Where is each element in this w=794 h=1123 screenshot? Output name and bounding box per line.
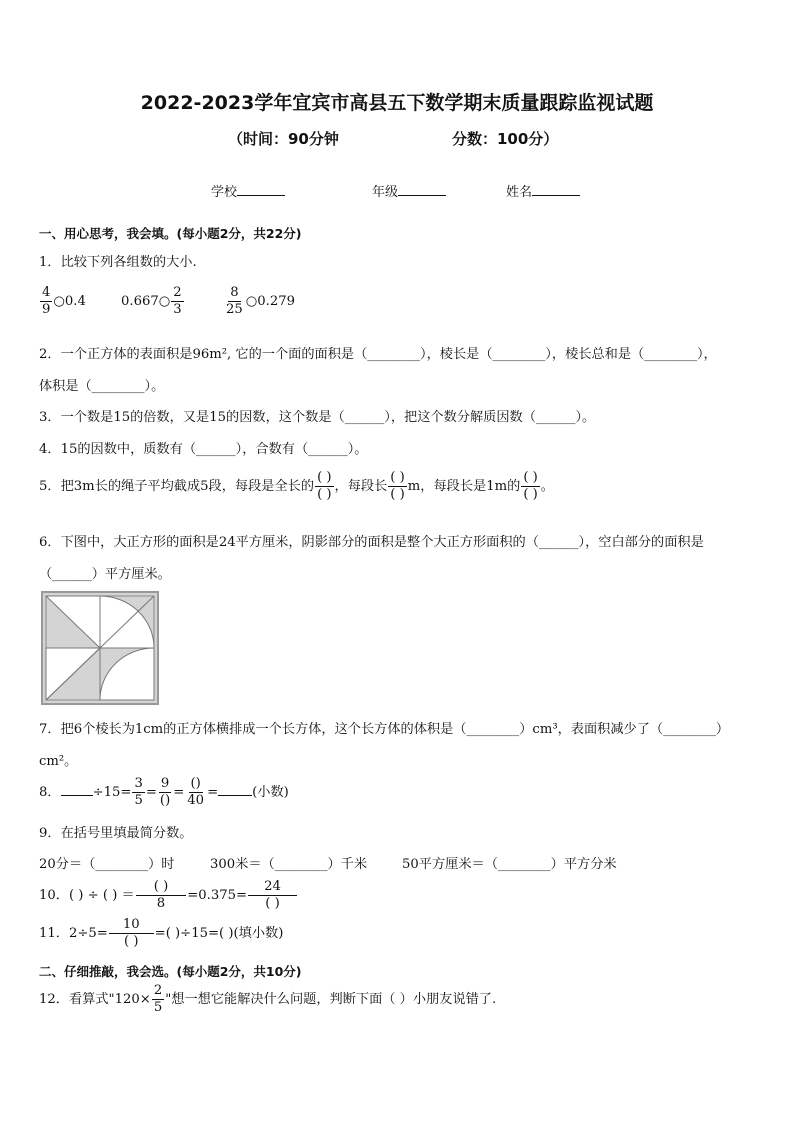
school-label: 学校 bbox=[211, 185, 238, 200]
question-1-c bbox=[223, 286, 295, 317]
grade-label: 年级 bbox=[372, 185, 399, 200]
question-8 bbox=[39, 777, 289, 808]
question-7-line-1: 7．把6个棱长为1cm的正方体横排成一个长方体，这个长方体的体积是（________）cm³，表面积减少了（________） bbox=[39, 722, 730, 737]
q11-text-2: =( )÷15=( )(填小数) bbox=[154, 925, 284, 941]
blank[interactable] bbox=[218, 795, 252, 796]
page-title: 2022-2023学年宜宾市高县五下数学期末质量跟踪监视试题 bbox=[140, 92, 654, 114]
square-figure bbox=[40, 590, 160, 706]
question-12 bbox=[39, 984, 496, 1015]
numerator: 9 bbox=[160, 776, 170, 791]
school-blank[interactable] bbox=[237, 195, 285, 196]
q8-number: 8． bbox=[39, 784, 61, 800]
denominator-blank[interactable]: ( ) bbox=[523, 486, 538, 502]
question-7-line-2: cm²。 bbox=[39, 754, 78, 769]
equals-sign: = bbox=[145, 784, 157, 800]
denominator-blank[interactable]: ( ) bbox=[265, 895, 280, 911]
question-1-b bbox=[121, 286, 185, 317]
fraction bbox=[185, 777, 206, 808]
q5-text-3: m，每段长是1m的 bbox=[407, 478, 521, 494]
denominator: 8 bbox=[156, 895, 166, 911]
exam-time: （时间：90分钟 bbox=[228, 130, 339, 148]
numerator: 3 bbox=[134, 776, 143, 791]
denominator: 9 bbox=[42, 301, 51, 317]
fraction bbox=[521, 471, 539, 502]
compare-text: 0.667○ bbox=[121, 293, 171, 309]
compare-text: ○0.4 bbox=[53, 293, 86, 309]
q10-equation: =0.375= bbox=[187, 887, 248, 903]
grade-field bbox=[372, 181, 446, 200]
numerator-blank[interactable]: ( ) bbox=[390, 470, 405, 485]
question-11 bbox=[39, 918, 283, 949]
question-10 bbox=[39, 880, 298, 911]
q10-text: 10．( ) ÷ ( ) ＝ bbox=[39, 887, 135, 903]
denominator-blank[interactable]: ( ) bbox=[317, 486, 332, 502]
question-1-a bbox=[39, 286, 86, 317]
grade-blank[interactable] bbox=[398, 195, 446, 196]
question-6-line-1: 6．下图中，大正方形的面积是24平方厘米，阴影部分的面积是整个大正方形面积的（______），空白部分的面积是 bbox=[39, 535, 704, 550]
q5-text-4: 。 bbox=[540, 478, 554, 494]
denominator: 5 bbox=[134, 792, 143, 808]
equals-sign: = bbox=[173, 784, 185, 800]
question-6-line-2: （______）平方厘米。 bbox=[39, 567, 171, 582]
question-4: 4．15的因数中，质数有（______），合数有（______）。 bbox=[39, 442, 368, 457]
fraction bbox=[248, 880, 297, 911]
question-5 bbox=[39, 471, 554, 502]
q8-text: ÷15= bbox=[92, 784, 132, 800]
fraction bbox=[171, 286, 183, 317]
numerator: 2 bbox=[173, 285, 182, 300]
fraction bbox=[152, 984, 164, 1015]
fraction bbox=[158, 777, 172, 808]
denominator: 25 bbox=[226, 301, 243, 317]
fraction bbox=[109, 918, 154, 949]
question-3: 3．一个数是15的倍数，又是15的因数，这个数是（______），把这个数分解质因数（______）。 bbox=[39, 410, 596, 425]
q12-text-2: "想一想它能解决什么问题，判断下面（ ）小朋友说错了. bbox=[165, 991, 497, 1007]
numerator: 2 bbox=[153, 983, 163, 998]
question-9-a: 20分＝（________）时 bbox=[39, 857, 175, 872]
question-9: 9．在括号里填最简分数。 bbox=[39, 826, 193, 841]
numerator-blank[interactable]: ( ) bbox=[317, 470, 332, 485]
question-2-line-1: 2．一个正方体的表面积是96m², 它的一个面的面积是（________），棱长是（________），棱长总和是（________）， bbox=[39, 347, 717, 362]
q11-text-1: 11．2÷5= bbox=[39, 925, 108, 941]
denominator-blank[interactable]: () bbox=[159, 792, 171, 808]
section-2-title: 二、仔细推敲，我会选。(每小题2分，共10分) bbox=[39, 964, 302, 979]
fraction bbox=[136, 880, 186, 911]
denominator-blank[interactable]: ( ) bbox=[390, 486, 405, 502]
q5-text-2: ，每段长 bbox=[334, 478, 388, 494]
fraction bbox=[132, 777, 144, 808]
numerator: 24 bbox=[248, 880, 297, 896]
question-9-b: 300米＝（________）千米 bbox=[210, 857, 368, 872]
question-9-c: 50平方厘米＝（________）平方分米 bbox=[402, 857, 617, 872]
question-1: 1．比较下列各组数的大小. bbox=[39, 255, 197, 270]
exam-score: 分数：100分） bbox=[452, 130, 559, 148]
denominator: 3 bbox=[173, 301, 182, 317]
numerator-blank[interactable]: ( ) bbox=[523, 470, 538, 485]
name-field bbox=[506, 181, 580, 200]
name-label: 姓名 bbox=[506, 185, 533, 200]
section-1-title: 一、用心思考，我会填。(每小题2分，共22分) bbox=[39, 226, 302, 241]
compare-text: ○0.279 bbox=[245, 293, 296, 309]
name-blank[interactable] bbox=[532, 195, 580, 196]
numerator-blank[interactable]: ( ) bbox=[136, 880, 186, 896]
fraction bbox=[40, 286, 52, 317]
q12-text-1: 12．看算式"120× bbox=[39, 991, 151, 1007]
numerator-blank[interactable]: () bbox=[190, 776, 201, 791]
question-2-line-2: 体积是（________）。 bbox=[39, 379, 165, 394]
fraction bbox=[388, 471, 406, 502]
denominator-blank[interactable]: ( ) bbox=[124, 933, 139, 949]
denominator: 5 bbox=[153, 999, 163, 1015]
blank[interactable] bbox=[61, 795, 93, 796]
fraction bbox=[224, 286, 245, 317]
numerator: 8 bbox=[230, 285, 239, 300]
numerator: 4 bbox=[42, 285, 51, 300]
q8-decimal-note: (小数) bbox=[252, 784, 289, 800]
equals-sign: = bbox=[207, 784, 219, 800]
numerator: 10 bbox=[109, 918, 154, 934]
q5-text-1: 5．把3m长的绳子平均截成5段，每段是全长的 bbox=[39, 478, 315, 494]
school-field bbox=[211, 181, 285, 200]
denominator: 40 bbox=[187, 792, 205, 808]
fraction bbox=[315, 471, 333, 502]
